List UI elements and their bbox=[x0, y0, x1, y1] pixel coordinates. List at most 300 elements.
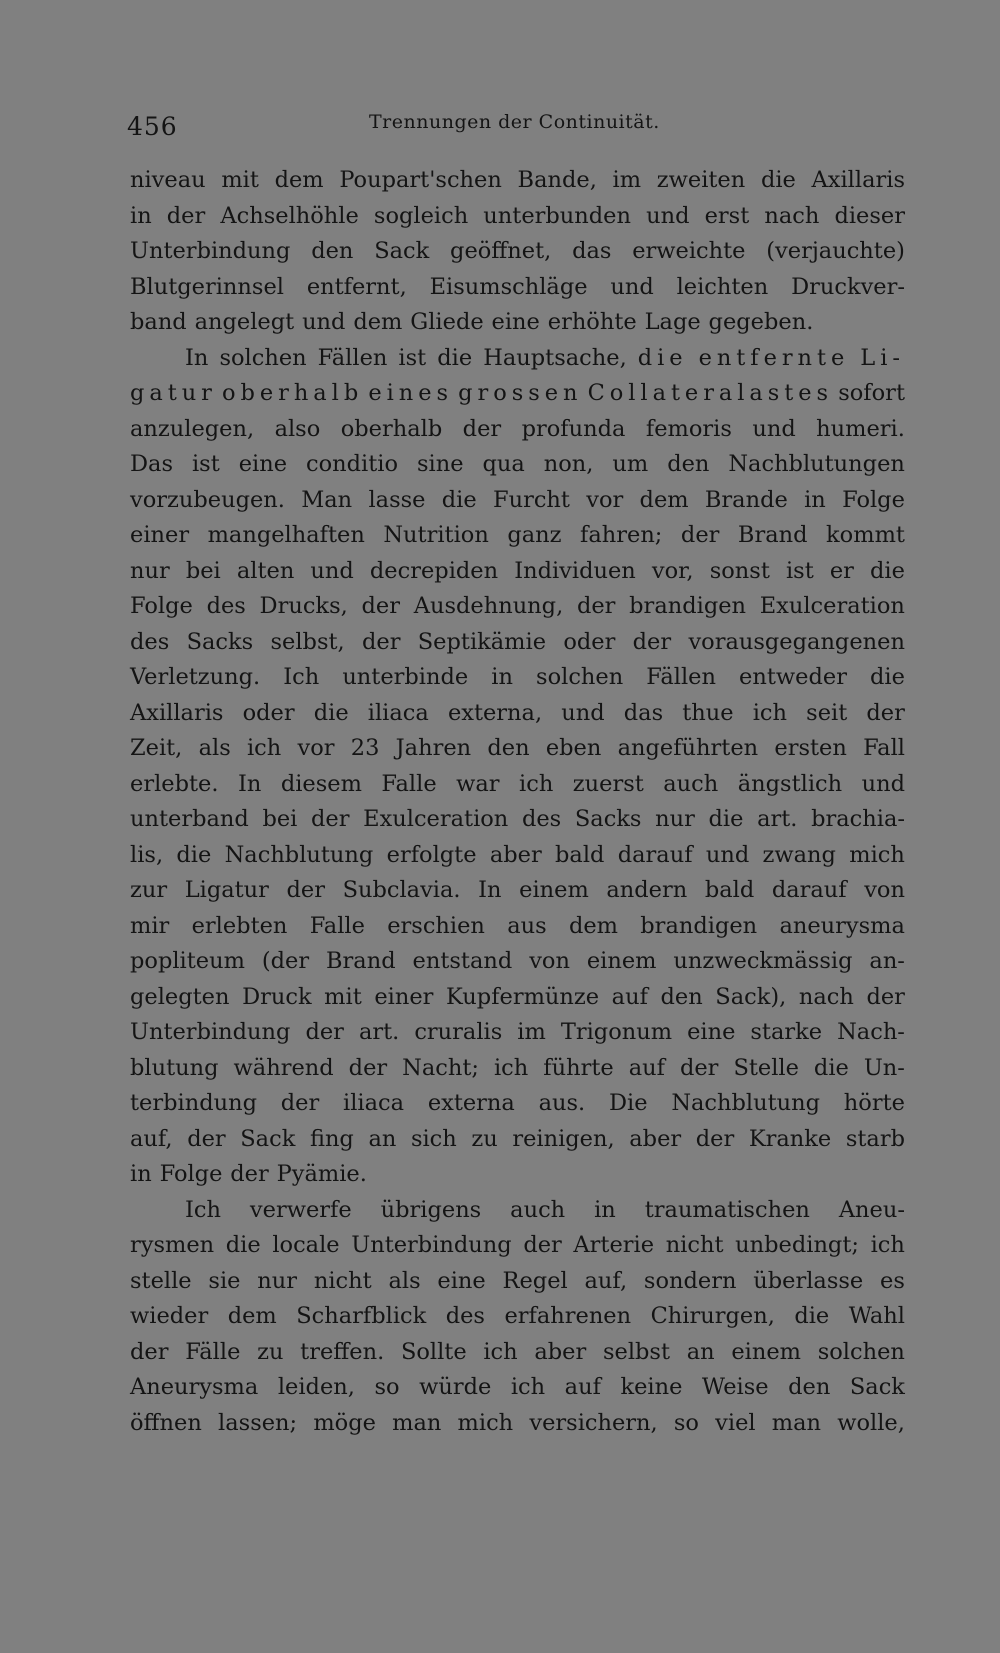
word: er bbox=[829, 557, 854, 584]
word: ängstlich bbox=[737, 770, 843, 797]
word: mich bbox=[849, 841, 905, 868]
word: Li- bbox=[860, 344, 905, 371]
word: der bbox=[230, 1161, 269, 1187]
word: erlebte. bbox=[130, 770, 219, 797]
word: der bbox=[166, 202, 206, 229]
text-line bbox=[130, 1228, 905, 1264]
word: es bbox=[880, 1267, 905, 1294]
word: Nach- bbox=[837, 1019, 905, 1045]
word: erschien bbox=[387, 912, 485, 939]
text-line bbox=[130, 731, 905, 767]
word: Das bbox=[130, 451, 174, 477]
word: entfernt, bbox=[306, 273, 407, 300]
word: so bbox=[374, 1374, 400, 1400]
text-line bbox=[130, 873, 905, 909]
word: solchen bbox=[219, 344, 307, 371]
word: ist bbox=[191, 451, 220, 477]
text-line bbox=[130, 589, 905, 625]
word: in bbox=[130, 202, 152, 229]
word: locale bbox=[272, 1232, 340, 1258]
word: oberhalb bbox=[340, 415, 443, 442]
word: Folge bbox=[130, 593, 193, 619]
word: mit bbox=[221, 167, 259, 193]
word: das bbox=[572, 238, 612, 264]
word: hörte bbox=[843, 1090, 905, 1116]
word: übrigens bbox=[380, 1196, 482, 1223]
text-line bbox=[130, 767, 905, 803]
text-line bbox=[130, 376, 905, 412]
word: dem bbox=[227, 1303, 277, 1329]
text-line bbox=[130, 909, 905, 945]
word: von bbox=[529, 948, 570, 974]
word: sofort bbox=[838, 380, 905, 406]
word: oder bbox=[242, 699, 295, 726]
word: auf, bbox=[584, 1267, 628, 1294]
word: Nutrition bbox=[383, 522, 489, 548]
word: sine bbox=[416, 451, 464, 477]
word: so bbox=[673, 1409, 699, 1436]
word: an- bbox=[869, 948, 905, 974]
word: vor bbox=[297, 735, 335, 761]
word: der bbox=[361, 593, 400, 619]
word: und bbox=[861, 770, 905, 797]
word: Druckver- bbox=[791, 273, 905, 300]
word: der bbox=[348, 1054, 388, 1081]
word: vorausgegangenen bbox=[688, 628, 905, 655]
word: ich bbox=[246, 735, 282, 761]
text-line bbox=[130, 305, 905, 341]
word: geöffnet, bbox=[450, 238, 552, 264]
word: Blutgerinnsel bbox=[130, 273, 284, 300]
word: nur bbox=[655, 806, 695, 832]
word: Hauptsache, bbox=[483, 344, 627, 371]
text-line bbox=[130, 838, 905, 874]
word: Collateralastes bbox=[587, 380, 834, 406]
word: auf bbox=[628, 1054, 665, 1081]
word: Bande, bbox=[517, 167, 597, 193]
word: und bbox=[752, 415, 796, 442]
word: brandigen bbox=[640, 912, 758, 939]
word: mir bbox=[130, 912, 170, 939]
word: Sack bbox=[849, 1374, 905, 1400]
word: ganz bbox=[507, 522, 562, 548]
word: und bbox=[610, 273, 654, 300]
word: in bbox=[491, 664, 513, 690]
word: das bbox=[623, 699, 664, 726]
word: Ligatur bbox=[184, 877, 269, 903]
word: humeri. bbox=[816, 415, 905, 442]
word: grossen bbox=[458, 380, 583, 406]
word: In bbox=[478, 877, 502, 903]
word: in bbox=[130, 1161, 152, 1187]
word: bei bbox=[262, 806, 298, 832]
text-line bbox=[130, 1122, 905, 1158]
word: war bbox=[456, 770, 500, 797]
word: lis, bbox=[130, 841, 164, 868]
word: mich bbox=[457, 1409, 514, 1436]
word: wolle, bbox=[837, 1409, 905, 1436]
word: Verletzung. bbox=[130, 664, 261, 690]
word: die bbox=[870, 664, 905, 690]
word: stelle bbox=[130, 1267, 192, 1294]
word: Man bbox=[301, 486, 353, 513]
word: seit bbox=[806, 699, 848, 726]
word: eine bbox=[687, 1019, 736, 1045]
word: femoris bbox=[645, 415, 732, 442]
word: eines bbox=[368, 380, 453, 406]
word: starb bbox=[845, 1125, 905, 1152]
word: unterband bbox=[130, 806, 249, 832]
text-line bbox=[130, 1157, 905, 1193]
word: der bbox=[866, 983, 905, 1010]
word: qua bbox=[482, 451, 525, 477]
word: der bbox=[462, 415, 502, 442]
word: vorzubeugen. bbox=[130, 486, 285, 513]
word: zur bbox=[130, 877, 168, 903]
word: aus. bbox=[538, 1090, 586, 1116]
word: Sack bbox=[374, 238, 430, 264]
word: führte bbox=[543, 1054, 614, 1081]
word: bald bbox=[704, 877, 755, 903]
word: und bbox=[561, 699, 605, 726]
word: cruralis bbox=[414, 1019, 503, 1045]
word: Jahren bbox=[395, 735, 472, 761]
word: dem bbox=[353, 309, 403, 335]
word: der bbox=[695, 1125, 735, 1152]
word: und bbox=[705, 841, 750, 868]
word: und bbox=[302, 309, 346, 335]
word: rysmen bbox=[130, 1232, 215, 1258]
word: aber bbox=[629, 1125, 682, 1152]
word: öffnen bbox=[130, 1409, 202, 1436]
word: unzweckmässig bbox=[673, 948, 853, 974]
word: Unterbindung bbox=[130, 1019, 291, 1045]
word: angeführten bbox=[617, 735, 759, 761]
word: Axillaris bbox=[130, 699, 224, 726]
word: die bbox=[313, 699, 349, 726]
word: Sack bbox=[240, 1125, 296, 1152]
word: nur bbox=[130, 557, 170, 584]
word: fing bbox=[309, 1125, 354, 1152]
word: erfahrenen bbox=[504, 1303, 632, 1329]
word: conditio bbox=[306, 451, 399, 477]
word: traumatischen bbox=[644, 1196, 810, 1223]
text-line bbox=[130, 270, 905, 306]
word: auf bbox=[611, 983, 648, 1010]
word: nicht bbox=[665, 1232, 724, 1258]
word: Ausdehnung, bbox=[413, 593, 564, 619]
word: möge bbox=[313, 1409, 376, 1436]
word: popliteum bbox=[130, 948, 245, 974]
word: Folge bbox=[159, 1161, 223, 1187]
text-line bbox=[130, 696, 905, 732]
word: Brand bbox=[737, 522, 808, 548]
text-line bbox=[130, 980, 905, 1016]
word: dem bbox=[568, 912, 618, 939]
page-number: 456 bbox=[127, 112, 178, 141]
word: auf bbox=[564, 1374, 601, 1400]
text-line bbox=[130, 412, 905, 448]
word: erweichte bbox=[632, 238, 746, 264]
word: die bbox=[437, 344, 473, 371]
word: Individuen bbox=[514, 557, 636, 584]
word: eine bbox=[437, 1267, 486, 1294]
text-line bbox=[130, 1193, 905, 1229]
word: Exulceration bbox=[363, 806, 509, 832]
word: Falle bbox=[309, 912, 365, 939]
word: der bbox=[311, 806, 350, 832]
word: den bbox=[788, 1374, 831, 1400]
word: erfolgte bbox=[386, 841, 477, 868]
word: ich bbox=[752, 699, 788, 726]
word: Aneurysma bbox=[130, 1374, 259, 1400]
word: aus bbox=[507, 912, 547, 939]
word: Septikämie bbox=[417, 628, 547, 655]
word: Die bbox=[608, 1090, 648, 1116]
word: oberhalb bbox=[222, 380, 364, 406]
word: Fällen bbox=[646, 664, 716, 690]
word: also bbox=[274, 415, 321, 442]
word: Folge bbox=[842, 486, 905, 513]
word: im bbox=[517, 1019, 546, 1045]
word: Brande bbox=[704, 486, 788, 513]
text-line bbox=[130, 1406, 905, 1442]
text-line bbox=[130, 554, 905, 590]
word: sogleich bbox=[373, 202, 469, 229]
word: Sacks bbox=[186, 628, 254, 655]
word: andern bbox=[606, 877, 688, 903]
word: Axillaris bbox=[811, 167, 905, 193]
word: Trigonum bbox=[560, 1019, 673, 1045]
word: iliaca bbox=[367, 699, 429, 726]
word: die bbox=[794, 1303, 830, 1329]
word: Nachblutungen bbox=[728, 451, 905, 477]
word: auch bbox=[510, 1196, 566, 1223]
word: die bbox=[760, 167, 796, 193]
text-line bbox=[130, 1015, 905, 1051]
word: Regel bbox=[502, 1267, 568, 1294]
word: der bbox=[280, 1090, 320, 1116]
word: unbedingt; bbox=[735, 1232, 859, 1258]
word: niveau bbox=[130, 167, 206, 193]
word: Scharfblick bbox=[296, 1303, 427, 1329]
word: die bbox=[870, 557, 905, 584]
word: entstand bbox=[412, 948, 513, 974]
word: erst bbox=[704, 202, 750, 229]
word: im bbox=[612, 167, 642, 193]
word: eine bbox=[238, 451, 288, 477]
word: viel bbox=[715, 1409, 756, 1436]
word: Fall bbox=[863, 735, 905, 761]
word: während bbox=[233, 1054, 334, 1081]
word: und bbox=[646, 202, 690, 229]
word: den bbox=[667, 451, 710, 477]
word: iliaca bbox=[343, 1090, 405, 1116]
word: des bbox=[130, 628, 170, 655]
word: der bbox=[632, 628, 672, 655]
text-line bbox=[130, 660, 905, 696]
word: der bbox=[866, 699, 905, 726]
word: der bbox=[187, 1125, 226, 1152]
word: einer bbox=[130, 522, 190, 548]
word: gelegten bbox=[130, 983, 230, 1010]
word: Achselhöhle bbox=[220, 202, 359, 229]
word: Subclavia. bbox=[342, 877, 461, 903]
word: ich bbox=[483, 1338, 518, 1365]
word: den bbox=[487, 735, 530, 761]
word: mangelhaften bbox=[207, 522, 365, 548]
word: vor, bbox=[651, 557, 694, 584]
word: versichern, bbox=[529, 1409, 658, 1436]
word: mit bbox=[324, 983, 362, 1010]
word: Kupfermünze bbox=[445, 983, 600, 1010]
word: an bbox=[368, 1125, 397, 1152]
word: Weise bbox=[701, 1374, 769, 1400]
word: externa bbox=[427, 1090, 515, 1116]
word: aber bbox=[489, 841, 542, 868]
word: den bbox=[660, 983, 703, 1010]
word: zweiten bbox=[656, 167, 746, 193]
word: und bbox=[310, 557, 354, 584]
word: angelegt bbox=[194, 309, 295, 335]
word: der bbox=[286, 877, 325, 903]
word: des bbox=[521, 806, 562, 832]
word: einem bbox=[731, 1338, 801, 1365]
word: keine bbox=[620, 1374, 683, 1400]
text-line bbox=[130, 802, 905, 838]
word: (der bbox=[261, 948, 310, 974]
word: des bbox=[206, 593, 246, 619]
word: fahren; bbox=[580, 522, 663, 548]
word: bald bbox=[555, 841, 605, 868]
word: an bbox=[686, 1338, 715, 1365]
word: sonst bbox=[709, 557, 770, 584]
word: die bbox=[708, 806, 744, 832]
running-title: Trennungen der Continuität. bbox=[369, 111, 660, 133]
word: die bbox=[637, 344, 688, 371]
word: externa, bbox=[447, 699, 543, 726]
word: Gliede bbox=[410, 309, 484, 335]
word: ich bbox=[519, 770, 554, 797]
word: der bbox=[679, 1054, 719, 1081]
word: In bbox=[185, 344, 209, 371]
word: Sack), bbox=[715, 983, 787, 1010]
word: Ich bbox=[283, 664, 320, 690]
text-line bbox=[130, 1264, 905, 1300]
text-line bbox=[130, 625, 905, 661]
word: die bbox=[813, 1054, 849, 1081]
word: in bbox=[804, 486, 826, 513]
text-line bbox=[130, 234, 905, 270]
word: die bbox=[225, 1232, 261, 1258]
word: decrepiden bbox=[369, 557, 499, 584]
word: würde bbox=[419, 1374, 492, 1400]
word: in bbox=[594, 1196, 616, 1223]
word: erlebten bbox=[191, 912, 288, 939]
word: unterbunden bbox=[483, 202, 631, 229]
body-text bbox=[130, 163, 905, 1441]
word: Druck bbox=[242, 983, 312, 1010]
word: eine bbox=[491, 309, 540, 335]
word: sie bbox=[208, 1267, 241, 1294]
word: Ich bbox=[185, 1196, 221, 1223]
text-line bbox=[130, 1299, 905, 1335]
word: oder bbox=[563, 628, 616, 655]
word: darauf bbox=[771, 877, 847, 903]
word: (verjauchte) bbox=[766, 238, 905, 264]
word: zwang bbox=[762, 841, 836, 868]
word: lassen; bbox=[218, 1409, 298, 1436]
word: Arterie bbox=[573, 1232, 655, 1258]
word: In bbox=[237, 770, 262, 797]
word: art. bbox=[757, 806, 798, 832]
word: sich bbox=[410, 1125, 457, 1152]
word: Un- bbox=[863, 1054, 905, 1081]
word: Poupart'schen bbox=[339, 167, 502, 193]
word: einer bbox=[374, 983, 434, 1010]
word: eben bbox=[545, 735, 602, 761]
word: Chirurgen, bbox=[650, 1303, 775, 1329]
word: art. bbox=[358, 1019, 400, 1045]
word: man bbox=[392, 1409, 442, 1436]
word: Stelle bbox=[733, 1054, 799, 1081]
word: Eisumschläge bbox=[429, 273, 588, 300]
word: als bbox=[198, 735, 231, 761]
word: als bbox=[388, 1267, 421, 1294]
word: sondern bbox=[643, 1267, 737, 1294]
word: entweder bbox=[739, 664, 847, 690]
word: ich bbox=[870, 1232, 905, 1258]
word: bei bbox=[185, 557, 221, 584]
word: ist bbox=[785, 557, 814, 584]
word: Brand bbox=[326, 948, 396, 974]
word: aber bbox=[534, 1338, 587, 1365]
word: um bbox=[612, 451, 649, 477]
word: auch bbox=[663, 770, 719, 797]
word: ist bbox=[398, 344, 427, 371]
word: lasse bbox=[368, 486, 426, 513]
word: ich bbox=[493, 1054, 529, 1081]
word: terbindung bbox=[130, 1090, 257, 1116]
word: blutung bbox=[130, 1054, 219, 1081]
word: dieser bbox=[834, 202, 905, 229]
word: vor bbox=[586, 486, 624, 513]
text-line bbox=[130, 199, 905, 235]
word: der bbox=[361, 628, 401, 655]
word: der bbox=[680, 522, 720, 548]
text-line bbox=[130, 1335, 905, 1371]
word: Exulceration bbox=[759, 593, 905, 619]
word: band bbox=[130, 309, 187, 335]
word: Fälle bbox=[185, 1338, 241, 1365]
word: reinigen, bbox=[512, 1125, 615, 1152]
word: Sacks bbox=[574, 806, 642, 832]
word: profunda bbox=[521, 415, 626, 442]
word: zuerst bbox=[572, 770, 644, 797]
word: zu bbox=[471, 1125, 498, 1152]
text-line bbox=[130, 1051, 905, 1087]
word: Nachblutung bbox=[224, 841, 374, 868]
word: der bbox=[576, 593, 616, 619]
word: Wahl bbox=[848, 1303, 905, 1329]
word: solchen bbox=[817, 1338, 905, 1365]
word: unterbinde bbox=[342, 664, 469, 690]
word: Nacht; bbox=[402, 1054, 479, 1081]
word: leiden, bbox=[277, 1374, 355, 1400]
word: überlasse bbox=[753, 1267, 864, 1294]
word: selbst, bbox=[270, 628, 345, 655]
word: diesem bbox=[280, 770, 362, 797]
